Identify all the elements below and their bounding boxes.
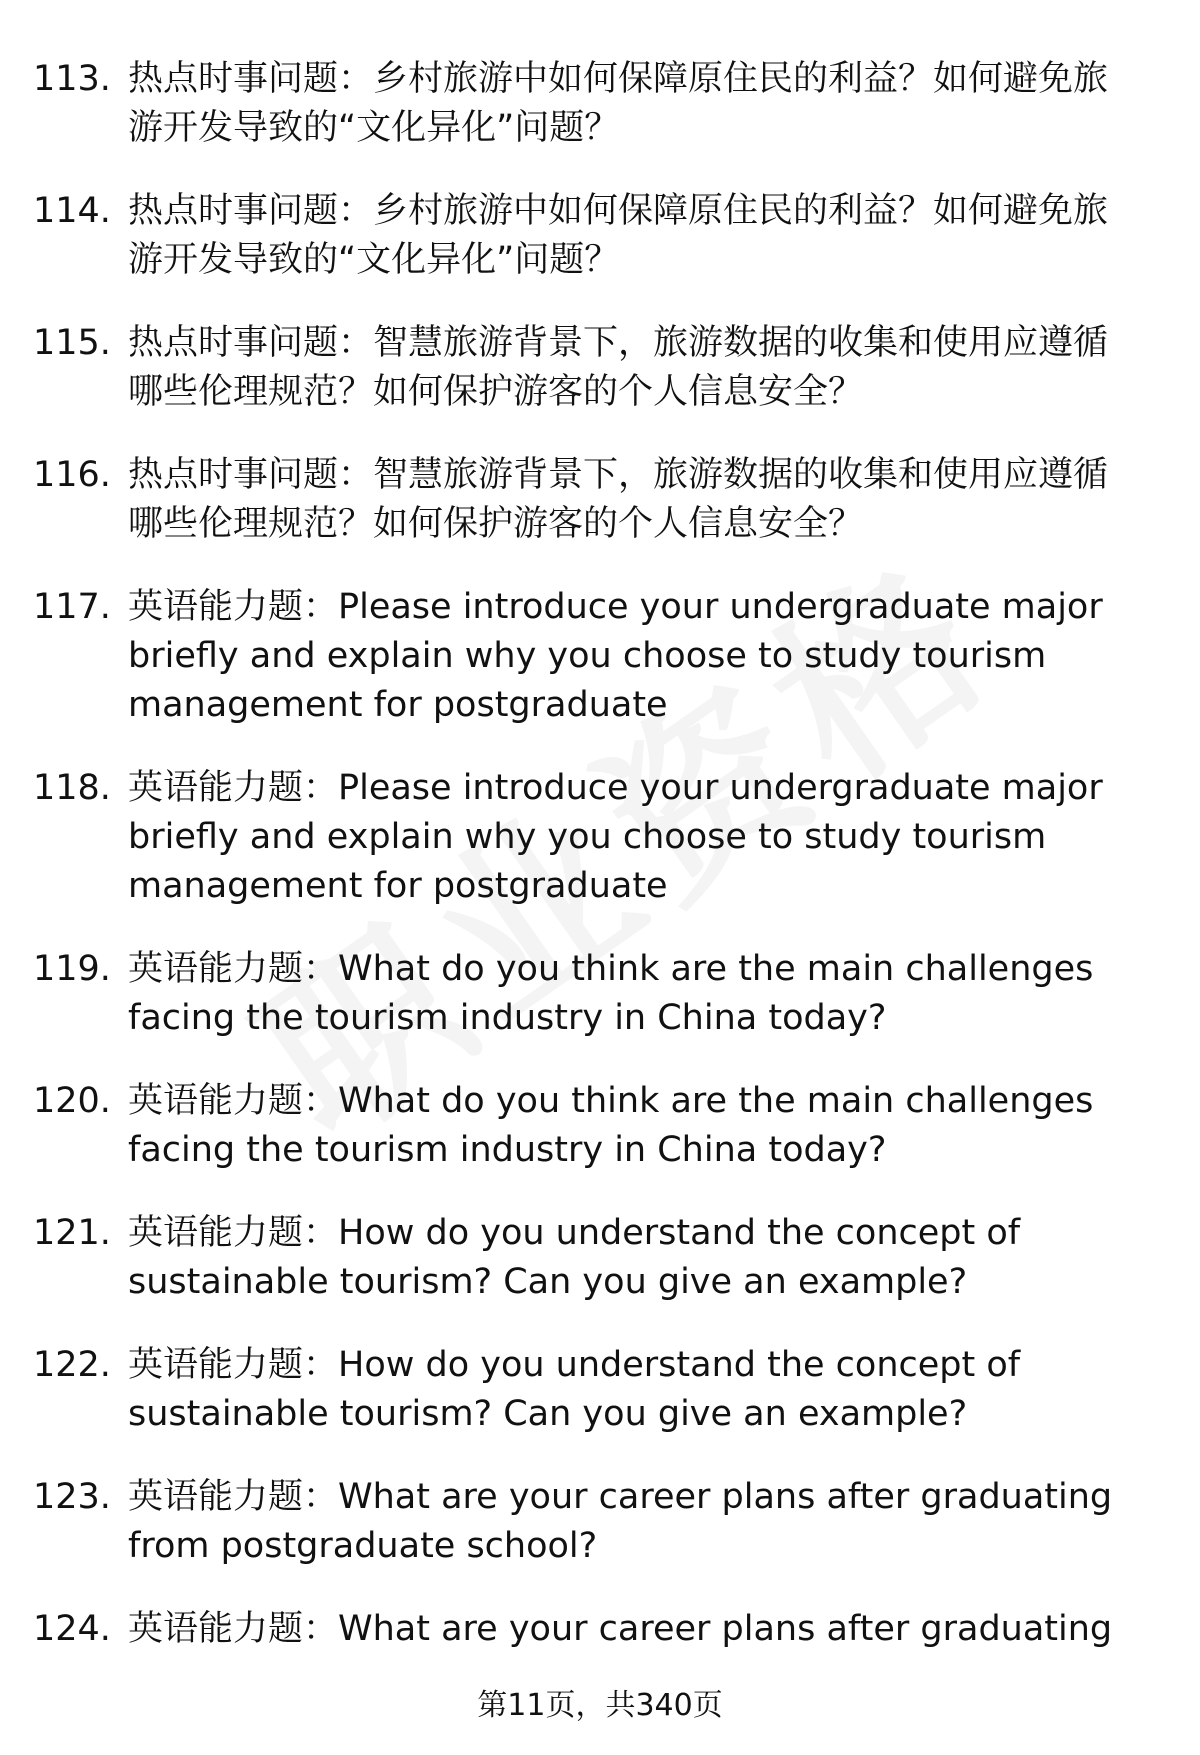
question-number: 114.: [33, 191, 111, 231]
question-number: 120.: [33, 1081, 111, 1121]
question-item: [0, 319, 1200, 417]
question-number: 122.: [33, 1345, 111, 1385]
question-number: 116.: [33, 455, 111, 495]
question-text: 英语能力题：Please introduce your undergraduate major briefly and explain why you choose to study tourism management for postgraduate: [128, 587, 1103, 725]
question-item: [0, 1473, 1200, 1571]
question-number: 121.: [33, 1213, 111, 1253]
question-number: 124.: [33, 1609, 111, 1649]
question-item: [0, 187, 1200, 285]
question-number: 115.: [33, 323, 111, 363]
question-item: [0, 1077, 1200, 1175]
page-footer: [0, 1686, 1200, 1726]
question-item: [0, 945, 1200, 1043]
question-text: 热点时事问题：智慧旅游背景下，旅游数据的收集和使用应遵循哪些伦理规范？如何保护游客的个人信息安全？: [128, 323, 1109, 412]
question-text: 英语能力题：What are your career plans after graduating: [128, 1609, 1113, 1649]
question-text: 热点时事问题：乡村旅游中如何保障原住民的利益？如何避免旅游开发导致的“文化异化”问题？: [128, 191, 1109, 280]
question-text: 英语能力题：What do you think are the main challenges facing the tourism industry in China today?: [128, 949, 1094, 1038]
question-item: [0, 1605, 1200, 1654]
question-item: [0, 583, 1200, 730]
question-number: 113.: [33, 59, 111, 99]
question-text: 英语能力题：How do you understand the concept of sustainable tourism? Can you give an example?: [128, 1213, 1021, 1302]
question-list: [0, 55, 1200, 1688]
question-item: [0, 1341, 1200, 1439]
question-text: 英语能力题：What are your career plans after graduating from postgraduate school?: [128, 1477, 1113, 1566]
question-text: 英语能力题：What do you think are the main challenges facing the tourism industry in China today?: [128, 1081, 1094, 1170]
question-number: 117.: [33, 587, 111, 627]
question-text: 英语能力题：Please introduce your undergraduate major briefly and explain why you choose to study tourism management for postgraduate: [128, 768, 1103, 906]
question-text: 英语能力题：How do you understand the concept of sustainable tourism? Can you give an example?: [128, 1345, 1021, 1434]
question-number: 118.: [33, 768, 111, 808]
question-text: 热点时事问题：乡村旅游中如何保障原住民的利益？如何避免旅游开发导致的“文化异化”问题？: [128, 59, 1109, 148]
question-number: 123.: [33, 1477, 111, 1517]
question-item: [0, 55, 1200, 153]
question-item: [0, 451, 1200, 549]
question-item: [0, 1209, 1200, 1307]
question-item: [0, 764, 1200, 911]
page-number-label: 第11页，共340页: [477, 1688, 723, 1723]
question-number: 119.: [33, 949, 111, 989]
question-text: 热点时事问题：智慧旅游背景下，旅游数据的收集和使用应遵循哪些伦理规范？如何保护游客的个人信息安全？: [128, 455, 1109, 544]
